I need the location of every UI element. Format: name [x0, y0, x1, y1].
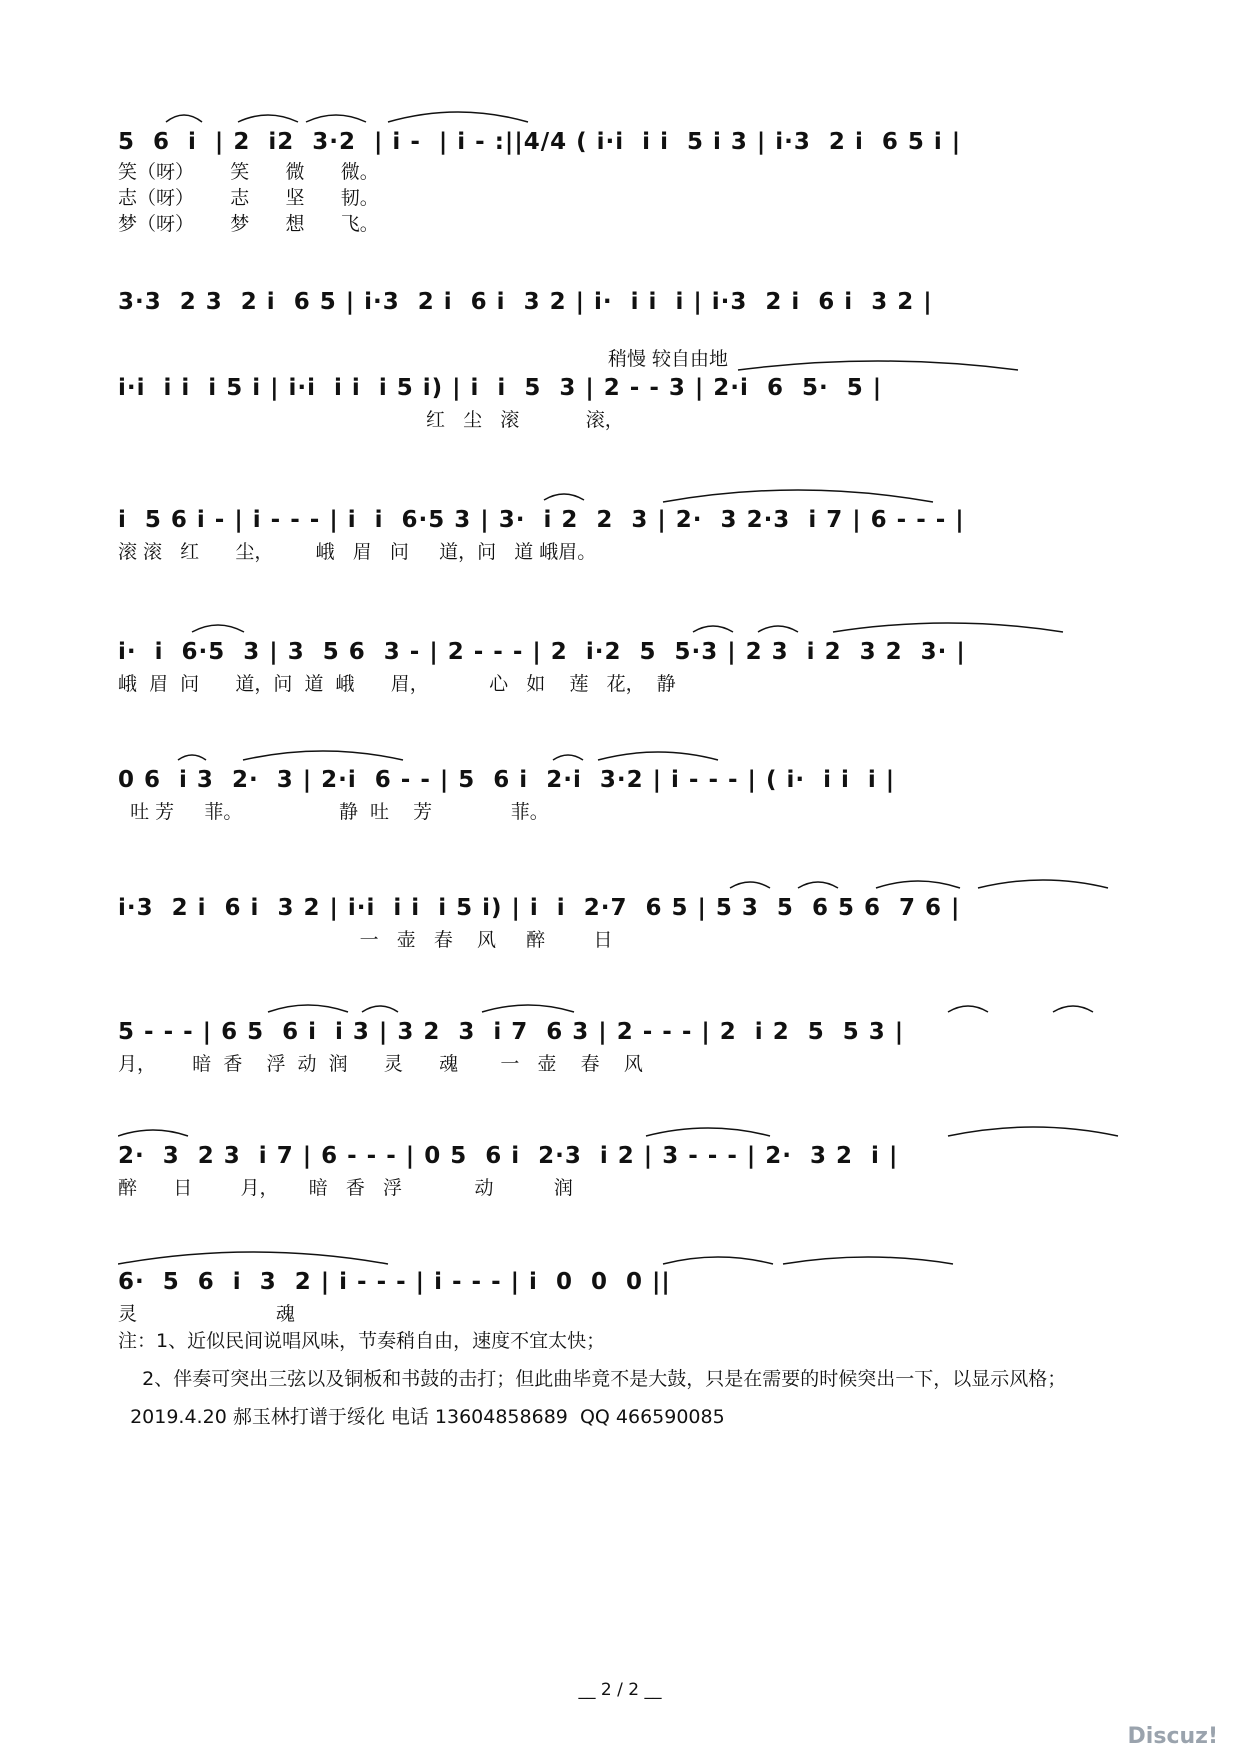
score-row-2: [118, 282, 1128, 327]
notation-line: 5 6 i | 2 i2 3·2 | i - | i - :||4/4 ( i·i i i 5 i 3 | i·3 2 i 6 5 i |: [118, 129, 962, 155]
slur-marks: [118, 1122, 1128, 1142]
notation-line: i·3 2 i 6 i 3 2 | i·i i i i 5 i) | i i 2·7 6 5 | 5 3 5 6 5 6 7 6 |: [118, 895, 961, 921]
performance-notes: [118, 1322, 1148, 1436]
lyric-line: 吐 芳 菲。 静 吐 芳 菲。: [118, 801, 549, 823]
score-row-5: [118, 632, 1128, 712]
score-row-3: [118, 348, 1128, 448]
notation-line: 0 6 i 3 2· 3 | 2·i 6 - - | 5 6 i 2·i 3·2 | i - - - | ( i· i i i |: [118, 767, 896, 793]
slur-marks: [118, 874, 1128, 894]
note-line: 注：1、近似民间说唱风味，节奏稍自由，速度不宜太快；: [118, 1330, 606, 1352]
note-line: 2019.4.20 郝玉林打谱于绥化 电话 13604858689 QQ 466590085: [118, 1406, 725, 1428]
watermark: Discuz!: [1127, 1724, 1218, 1749]
lyric-line: 红 尘 滚 滚，: [118, 409, 624, 431]
notation-line: i 5 6 i - | i - - - | i i 6·5 3 | 3· i 2 2 3 | 2· 3 2·3 i 7 | 6 - - - |: [118, 507, 965, 533]
slur-marks: [118, 746, 1128, 766]
lyric-line: 梦（呀） 梦 想 飞。: [118, 213, 379, 235]
lyric-line: 滚 滚 红 尘， 峨 眉 问 道，问 道 峨眉。: [118, 541, 597, 563]
note-line: 2、伴奏可突出三弦以及铜板和书鼓的击打；但此曲毕竟不是大鼓，只是在需要的时候突出一下，以显示风格；: [118, 1368, 1067, 1390]
slur-marks: [118, 108, 1128, 128]
score-row-6: [118, 760, 1128, 840]
notation-line: 5 - - - | 6 5 6 i i 3 | 3 2 3 i 7 6 3 | 2 - - - | 2 i 2 5 5 3 |: [118, 1019, 905, 1045]
score-row-1: [118, 122, 1128, 242]
lyric-line: 一 壶 春 风 醉 日: [118, 929, 613, 951]
slur-marks: [118, 356, 1128, 376]
slur-marks: [118, 618, 1128, 638]
notation-line: 6· 5 6 i 3 2 | i - - - | i - - - | i 0 0 0 ||: [118, 1269, 671, 1295]
lyric-line: 月， 暗 香 浮 动 润 灵 魂 一 壶 春 风: [118, 1053, 643, 1075]
lyric-line: 峨 眉 问 道，问 道 峨 眉， 心 如 莲 花， 静: [118, 673, 676, 695]
lyric-line: 志（呀） 志 坚 韧。: [118, 187, 379, 209]
notation-line: 2· 3 2 3 i 7 | 6 - - - | 0 5 6 i 2·3 i 2 | 3 - - - | 2· 3 2 i |: [118, 1143, 899, 1169]
notation-line: 3·3 2 3 2 i 6 5 | i·3 2 i 6 i 3 2 | i· i i i | i·3 2 i 6 i 3 2 |: [118, 289, 933, 315]
slur-marks: [118, 998, 1128, 1018]
score-row-7: [118, 888, 1128, 968]
lyric-line: 醉 日 月， 暗 香 浮 动 润: [118, 1177, 573, 1199]
score-row-9: [118, 1136, 1128, 1216]
lyric-line: 笑（呀） 笑 微 微。: [118, 161, 379, 183]
slur-marks: [118, 480, 1128, 506]
tempo-annotation: 稍慢 较自由地: [608, 348, 729, 370]
score-row-8: [118, 1012, 1128, 1092]
lyric-line: 灵 魂: [118, 1303, 295, 1325]
page-number: __ 2 / 2 __: [578, 1680, 662, 1700]
notation-line: i· i 6·5 3 | 3 5 6 3 - | 2 - - - | 2 i·2 5 5·3 | 2 3 i 2 3 2 3· |: [118, 639, 966, 665]
score-row-4: [118, 500, 1128, 580]
notation-line: i·i i i i 5 i | i·i i i i 5 i) | i i 5 3 | 2 - - 3 | 2·i 6 5· 5 |: [118, 375, 883, 401]
slur-marks: [118, 1242, 1128, 1268]
